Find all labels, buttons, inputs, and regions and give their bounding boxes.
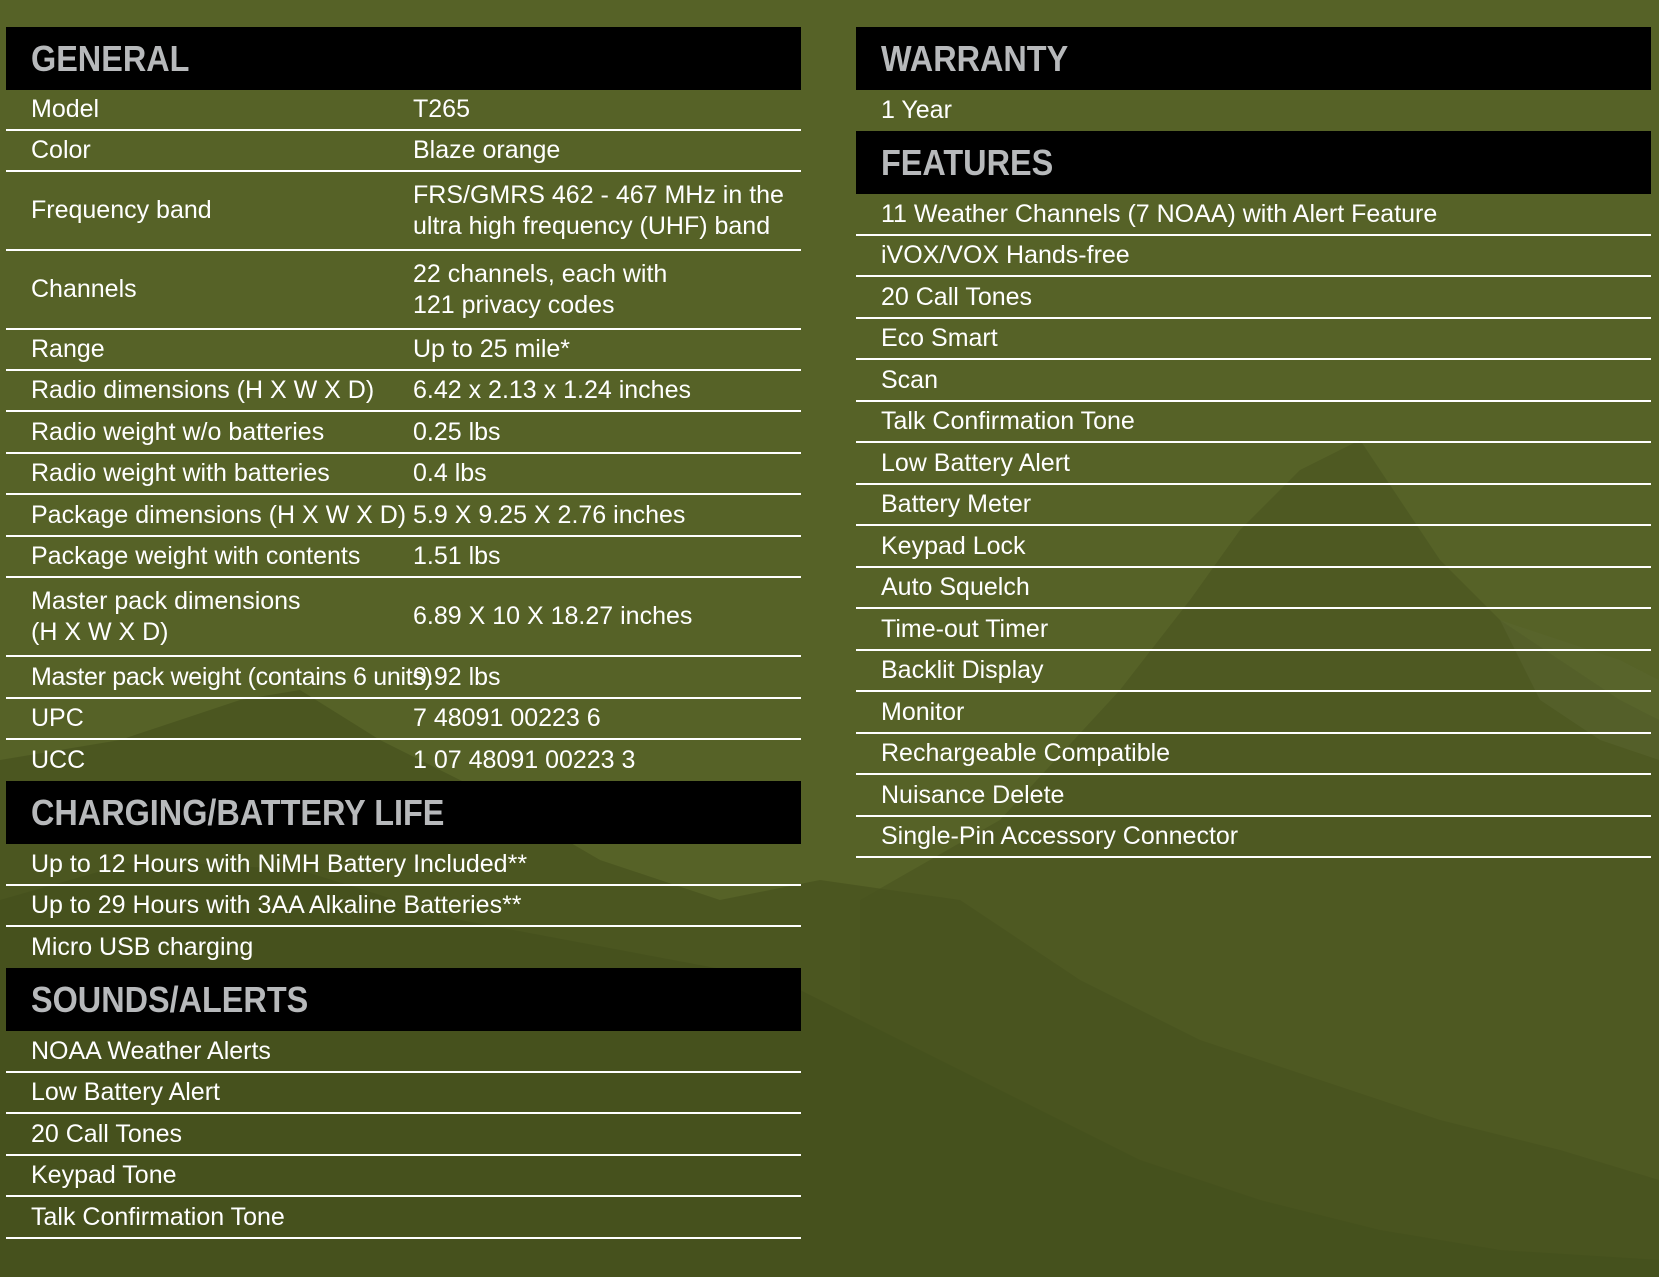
- row-label-line: (H X W X D): [31, 617, 169, 646]
- list-item: [6, 1073, 801, 1114]
- table-row: [6, 90, 801, 131]
- list-item-text: Up to 29 Hours with 3AA Alkaline Batteries**: [31, 891, 522, 919]
- row-value: 6.42 x 2.13 x 1.24 inches: [413, 376, 691, 404]
- list-item: [856, 734, 1651, 775]
- row-label: Range: [31, 335, 105, 363]
- left-column: [6, 27, 801, 1239]
- warranty-title: WARRANTY: [881, 37, 1069, 79]
- list-item-text: Low Battery Alert: [31, 1078, 220, 1106]
- warranty-header: [856, 27, 1651, 90]
- list-item: [6, 844, 801, 886]
- list-item: [856, 319, 1651, 360]
- row-label: Color: [31, 136, 91, 164]
- list-item-text: Backlit Display: [881, 656, 1044, 684]
- table-row: [6, 454, 801, 495]
- list-item: [856, 609, 1651, 651]
- general-header: [6, 27, 801, 90]
- list-item: [6, 1114, 801, 1156]
- row-label: Model: [31, 95, 100, 123]
- row-value-line: 121 privacy codes: [413, 290, 615, 319]
- table-row: [6, 412, 801, 454]
- list-item: [856, 568, 1651, 609]
- list-item-text: Single-Pin Accessory Connector: [881, 822, 1239, 850]
- table-row: [6, 699, 801, 740]
- row-value: 9.92 lbs: [413, 662, 501, 691]
- row-value: 1.51 lbs: [413, 542, 501, 570]
- row-value-line: FRS/GMRS 462 - 467 MHz in the: [413, 180, 784, 209]
- list-item-text: Talk Confirmation Tone: [881, 407, 1135, 435]
- general-title: GENERAL: [31, 37, 190, 79]
- list-item: [856, 817, 1651, 858]
- row-label: [6, 586, 413, 648]
- sounds-list: [6, 1031, 801, 1239]
- charging-list: [6, 844, 801, 968]
- table-row: [6, 495, 801, 537]
- list-item: [6, 1156, 801, 1197]
- charging-header: [6, 781, 801, 844]
- table-row: [6, 657, 801, 699]
- list-item: [6, 1031, 801, 1073]
- row-label-line: Master pack dimensions: [31, 586, 301, 615]
- row-value: 7 48091 00223 6: [413, 704, 601, 732]
- list-item: [856, 526, 1651, 568]
- list-item-text: 1 Year: [881, 96, 952, 124]
- list-item: [856, 402, 1651, 443]
- list-item-text: Keypad Lock: [881, 531, 1026, 560]
- list-item: [856, 443, 1651, 485]
- row-label: Package dimensions (H X W X D): [31, 500, 407, 529]
- general-table: [6, 90, 801, 781]
- table-row: [6, 537, 801, 578]
- list-item-text: 11 Weather Channels (7 NOAA) with Alert Feature: [881, 199, 1438, 228]
- row-value-line: 22 channels, each with: [413, 259, 668, 288]
- list-item-text: Up to 12 Hours with NiMH Battery Included**: [31, 849, 528, 878]
- features-list: [856, 194, 1651, 858]
- list-item: [856, 90, 1651, 131]
- row-label: Channels: [31, 275, 137, 303]
- row-value: [413, 180, 801, 242]
- table-row: [6, 131, 801, 172]
- list-item-text: Low Battery Alert: [881, 448, 1070, 477]
- row-value-line: ultra high frequency (UHF) band: [413, 211, 771, 240]
- list-item-text: Keypad Tone: [31, 1161, 177, 1189]
- table-row: [6, 371, 801, 412]
- list-item-text: Eco Smart: [881, 324, 998, 352]
- row-value: 1 07 48091 00223 3: [413, 746, 636, 774]
- list-item-text: 20 Call Tones: [881, 282, 1033, 311]
- list-item: [856, 651, 1651, 692]
- row-label: Radio weight w/o batteries: [31, 417, 325, 446]
- sounds-title: SOUNDS/ALERTS: [31, 978, 309, 1020]
- list-item: [6, 927, 801, 968]
- list-item: [856, 692, 1651, 734]
- row-label: UCC: [31, 746, 86, 774]
- list-item: [856, 485, 1651, 526]
- list-item: [856, 775, 1651, 817]
- list-item-text: 20 Call Tones: [31, 1119, 183, 1148]
- list-item: [856, 277, 1651, 319]
- row-value: [413, 259, 801, 321]
- list-item-text: Rechargeable Compatible: [881, 739, 1171, 767]
- table-row: [6, 330, 801, 371]
- row-value: 6.89 X 10 X 18.27 inches: [413, 602, 693, 630]
- list-item-text: iVOX/VOX Hands-free: [881, 241, 1130, 269]
- row-value: Up to 25 mile*: [413, 335, 571, 363]
- features-title: FEATURES: [881, 141, 1054, 183]
- list-item-text: Micro USB charging: [31, 933, 254, 961]
- list-item: [856, 194, 1651, 236]
- row-value: Blaze orange: [413, 136, 561, 164]
- list-item-text: Talk Confirmation Tone: [31, 1202, 285, 1231]
- list-item-text: Time-out Timer: [881, 614, 1049, 643]
- features-header: [856, 131, 1651, 194]
- table-row: [6, 578, 801, 657]
- row-value: 5.9 X 9.25 X 2.76 inches: [413, 500, 686, 529]
- list-item: [856, 236, 1651, 277]
- row-label: Radio dimensions (H X W X D): [31, 376, 375, 404]
- row-value: 0.4 lbs: [413, 459, 487, 487]
- table-row: [6, 740, 801, 781]
- row-label: Radio weight with batteries: [31, 459, 330, 487]
- row-label: Package weight with contents: [31, 542, 361, 570]
- table-row: [6, 172, 801, 251]
- row-label: Frequency band: [31, 196, 212, 224]
- list-item: [6, 886, 801, 927]
- list-item: [856, 360, 1651, 402]
- list-item-text: Nuisance Delete: [881, 780, 1065, 809]
- list-item-text: Battery Meter: [881, 490, 1032, 518]
- list-item-text: Auto Squelch: [881, 573, 1030, 601]
- list-item-text: Monitor: [881, 697, 965, 726]
- warranty-list: [856, 90, 1651, 131]
- list-item: [6, 1197, 801, 1239]
- table-row: [6, 251, 801, 330]
- row-value: T265: [413, 95, 470, 123]
- list-item-text: NOAA Weather Alerts: [31, 1036, 271, 1065]
- sounds-header: [6, 968, 801, 1031]
- list-item-text: Scan: [881, 365, 938, 394]
- charging-title: CHARGING/BATTERY LIFE: [31, 791, 445, 833]
- row-label: UPC: [31, 704, 84, 732]
- right-column: [856, 27, 1651, 858]
- row-label: Master pack weight (contains 6 units): [31, 662, 433, 691]
- row-value: 0.25 lbs: [413, 417, 501, 446]
